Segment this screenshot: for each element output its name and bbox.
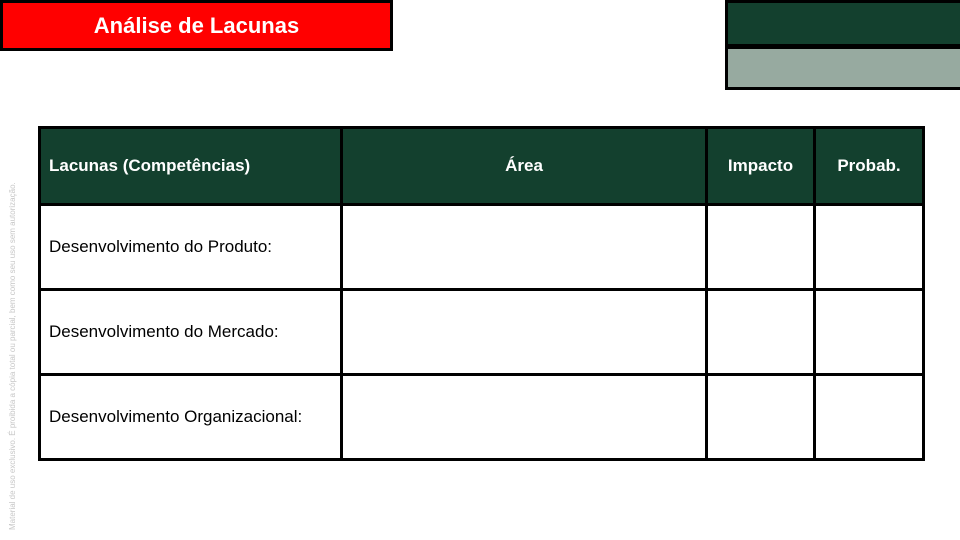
header-probab: Probab.	[815, 128, 924, 205]
probab-cell[interactable]	[815, 290, 924, 375]
gap-analysis-table	[38, 126, 925, 461]
impacto-cell[interactable]	[707, 375, 815, 460]
legend-swatch-dark	[725, 0, 960, 47]
impacto-cell[interactable]	[707, 290, 815, 375]
area-cell[interactable]	[342, 375, 707, 460]
header-area: Área	[342, 128, 707, 205]
table-row	[40, 205, 924, 290]
row-label: Desenvolvimento do Produto:	[40, 205, 342, 290]
area-cell[interactable]	[342, 290, 707, 375]
header-impacto: Impacto	[707, 128, 815, 205]
header-lacunas: Lacunas (Competências)	[40, 128, 342, 205]
row-label: Desenvolvimento Organizacional:	[40, 375, 342, 460]
watermark: Material de uso exclusivo. É proibida a cópia total ou parcial, bem como seu uso sem autorização.	[8, 182, 17, 530]
impacto-cell[interactable]	[707, 205, 815, 290]
legend-swatch-light	[725, 46, 960, 90]
area-cell[interactable]	[342, 205, 707, 290]
probab-cell[interactable]	[815, 375, 924, 460]
table-row	[40, 290, 924, 375]
probab-cell[interactable]	[815, 205, 924, 290]
page-title: Análise de Lacunas	[0, 0, 393, 51]
table-header-row	[40, 128, 924, 205]
table-row	[40, 375, 924, 460]
row-label: Desenvolvimento do Mercado:	[40, 290, 342, 375]
